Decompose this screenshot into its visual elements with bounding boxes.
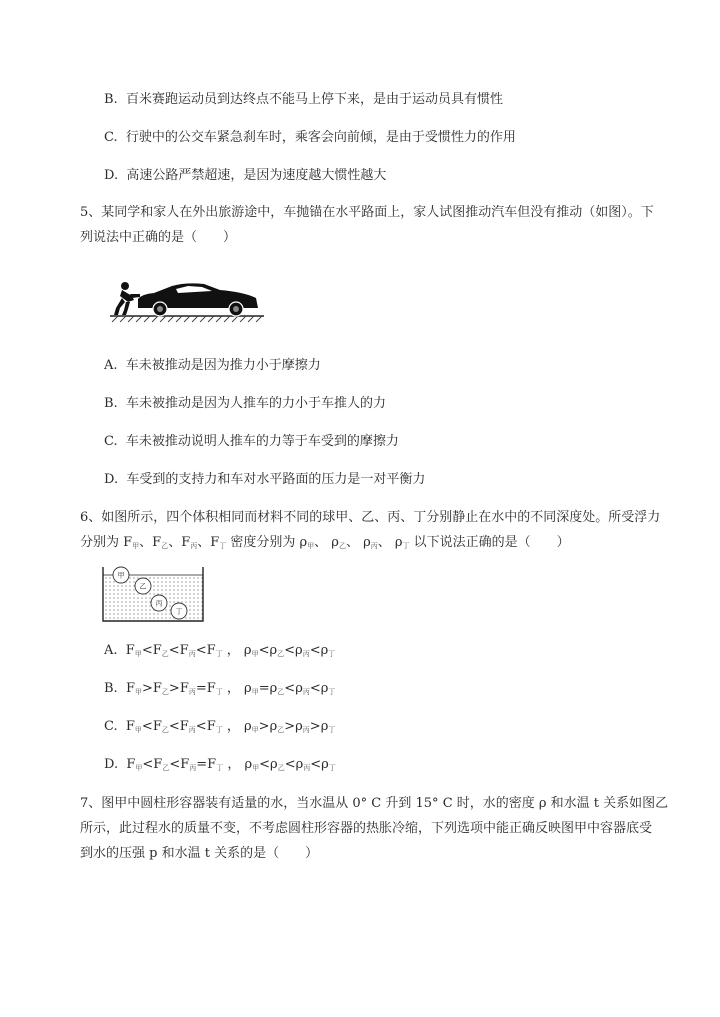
q6-option-b: B. $F_甲>F_乙>F_丙=F_丁$ ， $\rho_甲=\rho_乙<\rho_丙<\rho_丁$	[104, 681, 336, 696]
ball-bing-label: 丙	[155, 599, 163, 608]
ground-hatch	[112, 316, 262, 322]
q6-option-c: C. $F_甲<F_乙<F_丙<F_丁$ ， $\rho_甲>\rho_乙>\rho_丙>\rho_丁$	[104, 719, 336, 734]
water-tank-figure	[101, 565, 207, 623]
q5-stem-line1: 5、某同学和家人在外出旅游途中，车抛锚在水平路面上，家人试图推动汽车但没有推动（如图）。下	[80, 205, 654, 220]
ball-yi-label: 乙	[139, 582, 147, 591]
car-figure	[138, 283, 258, 316]
q6-option-d: D. $F_甲<F_乙<F_丙=F_丁$ ， $\rho_甲<\rho_乙<\rho_丙<\rho_丁$	[104, 757, 336, 772]
person-figure	[114, 282, 140, 315]
ball-jia-label: 甲	[117, 571, 125, 580]
option-c: C. 行驶中的公交车紧急刹车时，乘客会向前倾，是由于受惯性力的作用	[104, 130, 516, 145]
q5-stem-line2: 列说法中正确的是（ ）	[80, 230, 237, 245]
q6-stem-line1: 6、如图所示，四个体积相同而材料不同的球甲、乙、丙、丁分别静止在水中的不同深度处。所受浮力	[80, 510, 661, 525]
q6-stem-line2: 分别为 $F_甲$、$F_乙$、$F_丙$、$F_丁$ 密度分别为 $\rho_甲$、 $\rho_乙$、 $\rho_丙$、 $\rho_丁$ 以下说法正确的是（ ）	[80, 535, 570, 550]
q7-stem-line3: 到水的压强 p 和水温 t 关系的是（ ）	[80, 846, 319, 861]
q7-stem-line1: 7、图甲中圆柱形容器装有适量的水，当水温从 0° C 升到 15° C 时，水的密度 ρ 和水温 t 关系如图乙	[80, 796, 669, 811]
q7-stem-line2: 所示，此过程水的质量不变，不考虑圆柱形容器的热胀冷缩，下列选项中能正确反映图甲中容器底受	[80, 821, 653, 836]
q5-option-a: A. 车未被推动是因为推力小于摩擦力	[104, 358, 321, 373]
option-d: D. 高速公路严禁超速，是因为速度越大惯性越大	[104, 168, 387, 183]
ball-ding-label: 丁	[175, 607, 183, 616]
q5-option-b: B. 车未被推动是因为人推车的力小于车推人的力	[104, 396, 386, 411]
q5-option-c: C. 车未被推动说明人推车的力等于车受到的摩擦力	[104, 434, 399, 449]
car-push-figure	[108, 272, 268, 326]
option-b: B. 百米赛跑运动员到达终点不能马上停下来，是由于运动员具有惯性	[104, 92, 503, 107]
q6-option-a: A. $F_甲<F_乙<F_丙<F_丁$ ， $\rho_甲<\rho_乙<\rho_丙<\rho_丁$	[104, 643, 336, 658]
q5-option-d: D. 车受到的支持力和车对水平路面的压力是一对平衡力	[104, 472, 426, 487]
